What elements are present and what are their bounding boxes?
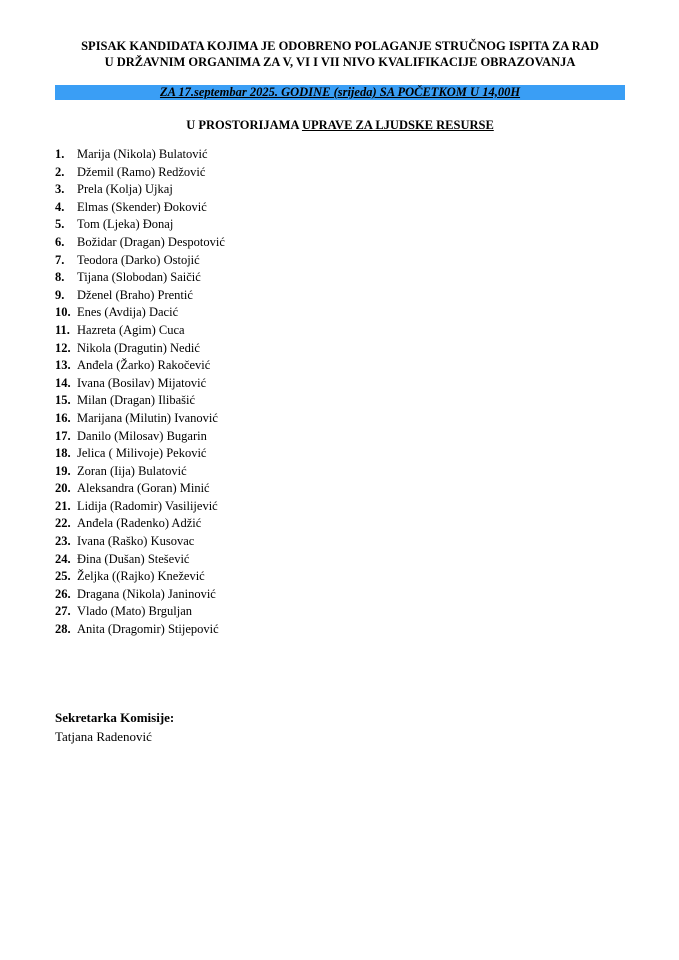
candidate-name: Dženel (Braho) Prentić bbox=[77, 287, 193, 302]
list-item bbox=[55, 322, 225, 340]
candidate-name: Enes (Avdija) Dacić bbox=[77, 305, 179, 320]
title-line-1: SPISAK KANDIDATA KOJIMA JE ODOBRENO POLAGANJE STRUČNOG ISPITA ZA RAD bbox=[81, 39, 599, 53]
date-banner bbox=[55, 85, 625, 100]
list-item bbox=[55, 375, 225, 393]
candidate-number: 25. bbox=[55, 569, 71, 584]
list-item bbox=[55, 480, 225, 498]
candidate-name: Ivana (Bosilav) Mijatović bbox=[77, 375, 207, 390]
candidate-number: 11. bbox=[55, 322, 70, 337]
signature-name: Tatjana Radenović bbox=[55, 729, 152, 744]
candidate-number: 16. bbox=[55, 410, 71, 425]
candidate-name: Anđela (Radenko) Adžić bbox=[77, 516, 202, 531]
candidate-name: Anita (Dragomir) Stijepović bbox=[77, 622, 219, 637]
candidate-name: Elmas (Skender) Đoković bbox=[77, 199, 207, 214]
title-line-2: U DRŽAVNIM ORGANIMA ZA V, VI I VII NIVO KVALIFIKACIJE OBRAZOVANJA bbox=[104, 55, 576, 69]
list-item bbox=[55, 181, 225, 199]
candidate-name: Milan (Dragan) Ilibašić bbox=[77, 393, 196, 408]
location-name: UPRAVE ZA LJUDSKE RESURSE bbox=[301, 118, 494, 132]
list-item bbox=[55, 252, 225, 270]
candidate-name: Đina (Dušan) Stešević bbox=[77, 551, 190, 566]
candidate-name: Nikola (Dragutin) Nedić bbox=[77, 340, 200, 355]
candidate-number: 24. bbox=[55, 551, 71, 566]
candidate-number: 3. bbox=[55, 182, 65, 197]
candidate-number: 14. bbox=[55, 375, 71, 390]
list-item bbox=[55, 463, 225, 481]
candidate-name: Jelica ( Milivoje) Peković bbox=[77, 446, 207, 461]
candidate-name: Željka ((Rajko) Knežević bbox=[77, 569, 205, 584]
candidate-name: Tijana (Slobodan) Saičić bbox=[77, 270, 201, 285]
candidate-number: 22. bbox=[55, 516, 71, 531]
list-item bbox=[55, 515, 225, 533]
list-item bbox=[55, 533, 225, 551]
list-item bbox=[55, 551, 225, 569]
list-item bbox=[55, 199, 225, 217]
candidate-name: Vlado (Mato) Brguljan bbox=[77, 604, 193, 619]
list-item bbox=[55, 603, 225, 621]
candidate-name: Hazreta (Agim) Cuca bbox=[77, 322, 185, 337]
list-item bbox=[55, 216, 225, 234]
candidate-name: Anđela (Žarko) Rakočević bbox=[77, 358, 211, 373]
list-item bbox=[55, 146, 225, 164]
list-item bbox=[55, 392, 225, 410]
candidate-name: Lidija (Radomir) Vasilijević bbox=[77, 498, 218, 513]
candidate-name: Teodora (Darko) Ostojić bbox=[77, 252, 200, 267]
location-line bbox=[40, 117, 640, 133]
candidate-name: Dragana (Nikola) Janinović bbox=[77, 586, 216, 601]
list-item bbox=[55, 269, 225, 287]
document-title bbox=[40, 38, 640, 70]
candidate-number: 19. bbox=[55, 463, 71, 478]
candidate-number: 17. bbox=[55, 428, 71, 443]
candidate-number: 4. bbox=[55, 199, 65, 214]
signature-title: Sekretarka Komisije: bbox=[55, 710, 175, 725]
candidate-number: 9. bbox=[55, 287, 65, 302]
candidate-number: 20. bbox=[55, 481, 71, 496]
candidate-name: Zoran (Iija) Bulatović bbox=[77, 463, 187, 478]
candidate-number: 23. bbox=[55, 534, 71, 549]
candidate-number: 26. bbox=[55, 586, 71, 601]
candidate-name: Aleksandra (Goran) Minić bbox=[77, 481, 210, 496]
candidate-name: Džemil (Ramo) Redžović bbox=[77, 164, 206, 179]
candidate-number: 8. bbox=[55, 270, 65, 285]
list-item bbox=[55, 340, 225, 358]
candidate-name: Ivana (Raško) Kusovac bbox=[77, 534, 195, 549]
list-item bbox=[55, 445, 225, 463]
date-line: ZA 17.septembar 2025. GODINE (srijeda) SA POČETKOM U 14,00H bbox=[159, 85, 521, 99]
candidate-number: 27. bbox=[55, 604, 71, 619]
candidate-name: Prela (Kolja) Ujkaj bbox=[77, 182, 173, 197]
list-item bbox=[55, 428, 225, 446]
list-item bbox=[55, 498, 225, 516]
candidate-number: 21. bbox=[55, 498, 71, 513]
candidate-name: Danilo (Milosav) Bugarin bbox=[77, 428, 207, 443]
candidate-name: Tom (Ljeka) Đonaj bbox=[77, 217, 174, 232]
candidate-name: Marijana (Milutin) Ivanović bbox=[77, 410, 218, 425]
location-prefix: U PROSTORIJAMA bbox=[186, 118, 299, 132]
list-item bbox=[55, 304, 225, 322]
list-item bbox=[55, 568, 225, 586]
list-item bbox=[55, 586, 225, 604]
candidate-number: 5. bbox=[55, 217, 65, 232]
list-item bbox=[55, 410, 225, 428]
candidate-number: 10. bbox=[55, 305, 71, 320]
candidate-number: 15. bbox=[55, 393, 71, 408]
candidate-number: 7. bbox=[55, 252, 65, 267]
list-item bbox=[55, 287, 225, 305]
candidate-number: 28. bbox=[55, 622, 71, 637]
candidate-number: 1. bbox=[55, 147, 65, 161]
candidate-number: 13. bbox=[55, 358, 71, 373]
list-item bbox=[55, 234, 225, 252]
candidate-list bbox=[55, 146, 225, 639]
list-item bbox=[55, 164, 225, 182]
candidate-number: 12. bbox=[55, 340, 71, 355]
list-item bbox=[55, 621, 225, 639]
candidate-number: 6. bbox=[55, 234, 65, 249]
list-item bbox=[55, 357, 225, 375]
candidate-name: Marija (Nikola) Bulatović bbox=[77, 147, 208, 161]
candidate-number: 2. bbox=[55, 164, 65, 179]
candidate-number: 18. bbox=[55, 446, 71, 461]
candidate-name: Božidar (Dragan) Despotović bbox=[77, 234, 225, 249]
